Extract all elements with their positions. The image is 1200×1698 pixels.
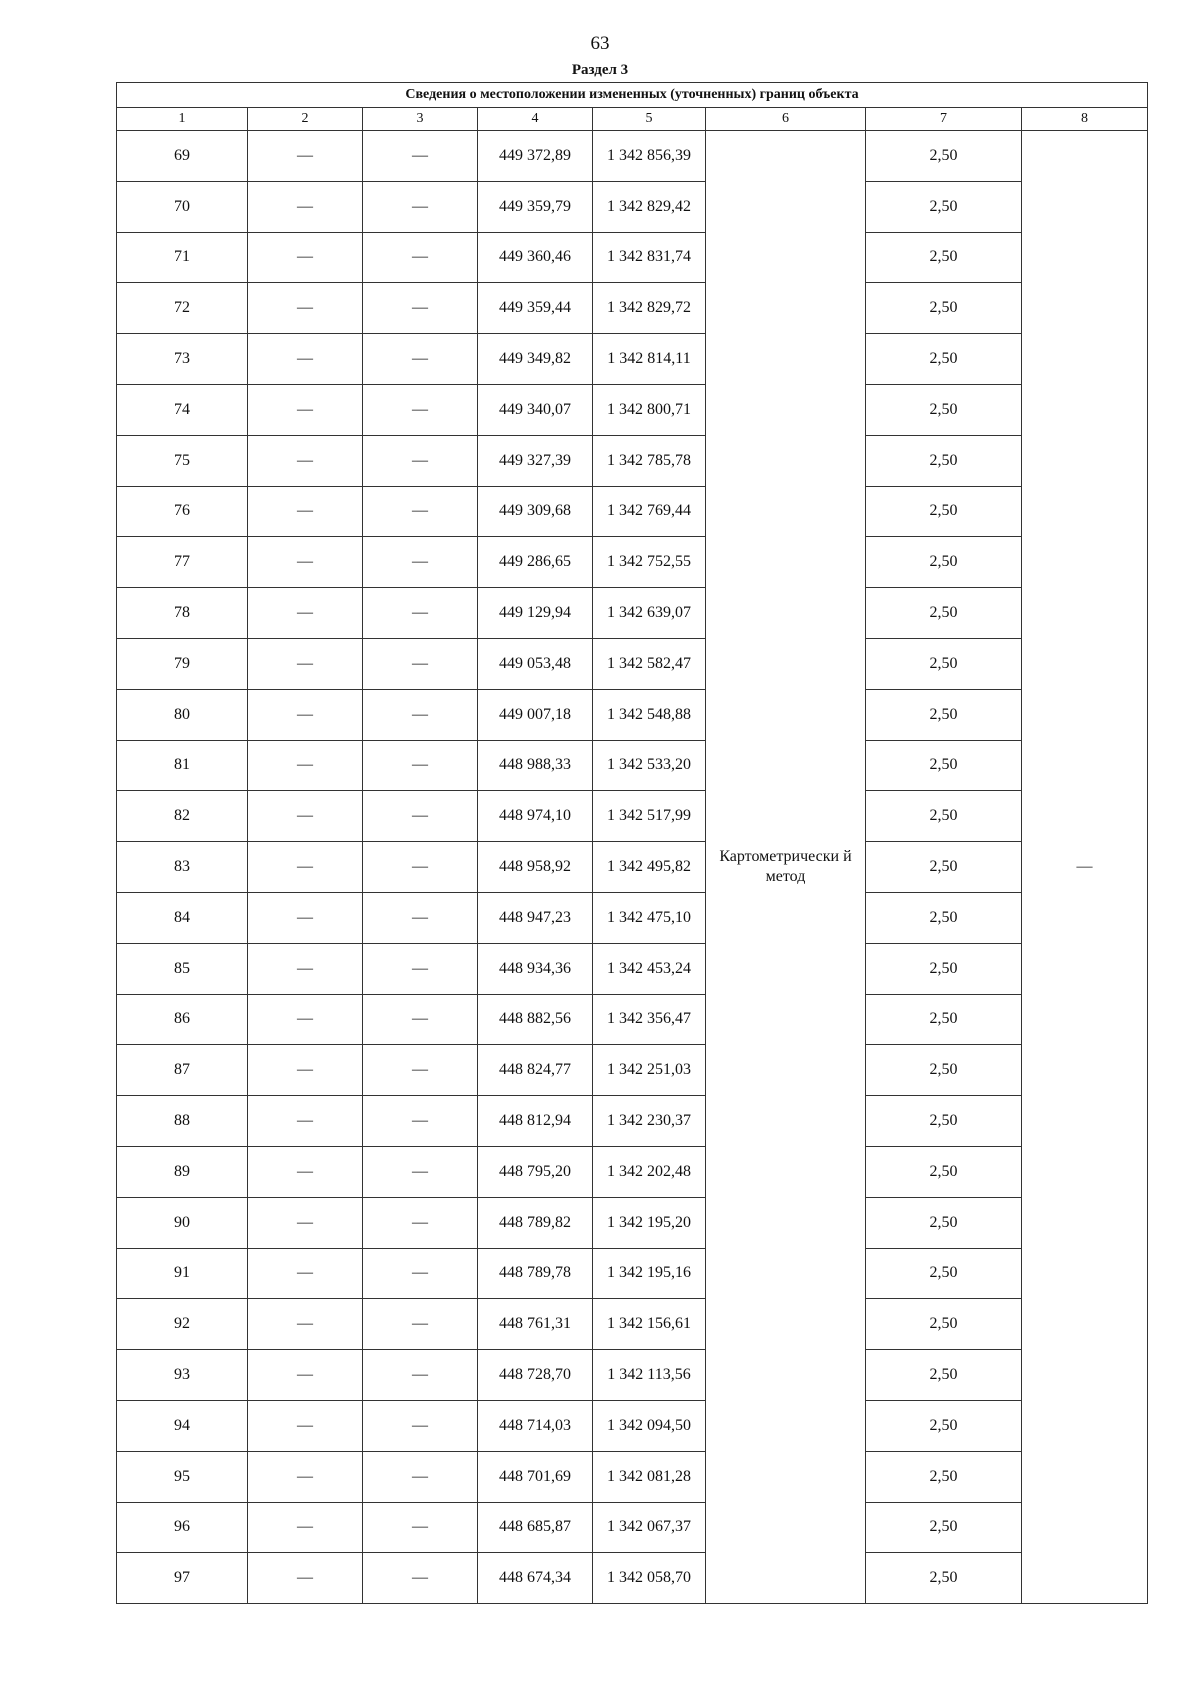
accuracy-cell: 2,50 <box>866 1350 1022 1401</box>
coordinate-y-cell: 1 342 094,50 <box>593 1400 706 1451</box>
dash-cell: — <box>248 588 363 639</box>
dash-cell: — <box>248 435 363 486</box>
table-row <box>117 1197 1148 1248</box>
dash-cell: — <box>363 1248 478 1299</box>
coordinate-x-cell: 448 988,33 <box>478 740 593 791</box>
table-row <box>117 740 1148 791</box>
dash-cell: — <box>248 131 363 182</box>
point-number-cell: 76 <box>117 486 248 537</box>
column-header: 4 <box>478 108 593 131</box>
dash-cell: — <box>248 1451 363 1502</box>
point-number-cell: 87 <box>117 1045 248 1096</box>
accuracy-cell: 2,50 <box>866 537 1022 588</box>
coordinate-y-cell: 1 342 829,72 <box>593 283 706 334</box>
coordinate-x-cell: 448 795,20 <box>478 1146 593 1197</box>
point-number-cell: 94 <box>117 1400 248 1451</box>
dash-cell: — <box>248 638 363 689</box>
coordinate-y-cell: 1 342 517,99 <box>593 791 706 842</box>
dash-cell: — <box>363 791 478 842</box>
coordinate-y-cell: 1 342 081,28 <box>593 1451 706 1502</box>
dash-cell: — <box>363 1045 478 1096</box>
coordinate-x-cell: 449 359,79 <box>478 181 593 232</box>
method-cell: Картометрически й метод <box>706 131 866 1604</box>
coordinate-y-cell: 1 342 058,70 <box>593 1553 706 1604</box>
accuracy-cell: 2,50 <box>866 283 1022 334</box>
dash-cell: — <box>248 1350 363 1401</box>
dash-cell: — <box>363 892 478 943</box>
table-row <box>117 283 1148 334</box>
dash-cell: — <box>363 1451 478 1502</box>
coordinate-y-cell: 1 342 752,55 <box>593 537 706 588</box>
dash-cell: — <box>363 994 478 1045</box>
coordinate-y-cell: 1 342 533,20 <box>593 740 706 791</box>
dash-cell: — <box>363 689 478 740</box>
point-number-cell: 71 <box>117 232 248 283</box>
table-row <box>117 689 1148 740</box>
point-number-cell: 97 <box>117 1553 248 1604</box>
coordinate-x-cell: 449 129,94 <box>478 588 593 639</box>
table-row <box>117 638 1148 689</box>
accuracy-cell: 2,50 <box>866 384 1022 435</box>
dash-cell: — <box>248 689 363 740</box>
coordinate-x-cell: 448 958,92 <box>478 842 593 893</box>
accuracy-cell: 2,50 <box>866 435 1022 486</box>
dash-cell: — <box>363 384 478 435</box>
coordinate-x-cell: 449 286,65 <box>478 537 593 588</box>
accuracy-cell: 2,50 <box>866 1146 1022 1197</box>
dash-cell: — <box>363 283 478 334</box>
coordinate-y-cell: 1 342 829,42 <box>593 181 706 232</box>
dash-cell: — <box>248 994 363 1045</box>
table-row <box>117 1299 1148 1350</box>
dash-cell: — <box>248 486 363 537</box>
dash-cell: — <box>363 1146 478 1197</box>
dash-cell: — <box>248 537 363 588</box>
table-row <box>117 892 1148 943</box>
table-row <box>117 486 1148 537</box>
point-number-cell: 95 <box>117 1451 248 1502</box>
dash-cell: — <box>363 435 478 486</box>
coordinate-x-cell: 448 789,78 <box>478 1248 593 1299</box>
table-row <box>117 1350 1148 1401</box>
point-number-cell: 69 <box>117 131 248 182</box>
coordinate-x-cell: 449 327,39 <box>478 435 593 486</box>
dash-cell: — <box>363 1502 478 1553</box>
column-header: 5 <box>593 108 706 131</box>
accuracy-cell: 2,50 <box>866 588 1022 639</box>
coordinate-x-cell: 448 685,87 <box>478 1502 593 1553</box>
coordinate-y-cell: 1 342 856,39 <box>593 131 706 182</box>
dash-cell: — <box>363 740 478 791</box>
table-row <box>117 1502 1148 1553</box>
dash-cell: — <box>363 1400 478 1451</box>
point-number-cell: 73 <box>117 334 248 385</box>
point-number-cell: 72 <box>117 283 248 334</box>
dash-cell: — <box>363 1553 478 1604</box>
table-row <box>117 334 1148 385</box>
coordinate-y-cell: 1 342 230,37 <box>593 1096 706 1147</box>
point-number-cell: 89 <box>117 1146 248 1197</box>
coordinate-y-cell: 1 342 800,71 <box>593 384 706 435</box>
dash-cell: — <box>363 131 478 182</box>
point-number-cell: 83 <box>117 842 248 893</box>
table-row <box>117 588 1148 639</box>
column-header: 7 <box>866 108 1022 131</box>
accuracy-cell: 2,50 <box>866 892 1022 943</box>
dash-cell: — <box>248 1197 363 1248</box>
accuracy-cell: 2,50 <box>866 1553 1022 1604</box>
coordinate-y-cell: 1 342 113,56 <box>593 1350 706 1401</box>
coordinate-x-cell: 449 372,89 <box>478 131 593 182</box>
coordinate-y-cell: 1 342 195,16 <box>593 1248 706 1299</box>
coordinate-y-cell: 1 342 251,03 <box>593 1045 706 1096</box>
dash-cell: — <box>248 283 363 334</box>
section-title: Раздел 3 <box>571 62 629 78</box>
coordinate-y-cell: 1 342 202,48 <box>593 1146 706 1197</box>
accuracy-cell: 2,50 <box>866 1045 1022 1096</box>
point-number-cell: 86 <box>117 994 248 1045</box>
table-row <box>117 1451 1148 1502</box>
dash-cell: — <box>248 334 363 385</box>
table-row <box>117 1146 1148 1197</box>
table-row <box>117 537 1148 588</box>
point-number-cell: 77 <box>117 537 248 588</box>
coordinate-x-cell: 448 824,77 <box>478 1045 593 1096</box>
coordinate-y-cell: 1 342 067,37 <box>593 1502 706 1553</box>
coordinate-y-cell: 1 342 156,61 <box>593 1299 706 1350</box>
dash-cell: — <box>248 1248 363 1299</box>
accuracy-cell: 2,50 <box>866 1096 1022 1147</box>
coordinate-y-cell: 1 342 831,74 <box>593 232 706 283</box>
point-number-cell: 90 <box>117 1197 248 1248</box>
accuracy-cell: 2,50 <box>866 1400 1022 1451</box>
dash-cell: — <box>363 1197 478 1248</box>
coordinate-y-cell: 1 342 356,47 <box>593 994 706 1045</box>
accuracy-cell: 2,50 <box>866 232 1022 283</box>
table-row <box>117 1248 1148 1299</box>
coordinate-x-cell: 448 882,56 <box>478 994 593 1045</box>
coordinate-y-cell: 1 342 769,44 <box>593 486 706 537</box>
table-row <box>117 384 1148 435</box>
table-row <box>117 943 1148 994</box>
table-row <box>117 232 1148 283</box>
point-number-cell: 70 <box>117 181 248 232</box>
table-row <box>117 1400 1148 1451</box>
point-number-cell: 85 <box>117 943 248 994</box>
point-number-cell: 96 <box>117 1502 248 1553</box>
table-row <box>117 181 1148 232</box>
accuracy-cell: 2,50 <box>866 1299 1022 1350</box>
table-row <box>117 435 1148 486</box>
coordinate-y-cell: 1 342 195,20 <box>593 1197 706 1248</box>
column-header: 6 <box>706 108 866 131</box>
coordinate-x-cell: 448 761,31 <box>478 1299 593 1350</box>
point-number-cell: 78 <box>117 588 248 639</box>
table-row <box>117 842 1148 893</box>
coordinate-y-cell: 1 342 453,24 <box>593 943 706 994</box>
point-number-cell: 74 <box>117 384 248 435</box>
coordinate-x-cell: 449 360,46 <box>478 232 593 283</box>
point-number-cell: 79 <box>117 638 248 689</box>
point-number-cell: 82 <box>117 791 248 842</box>
accuracy-cell: 2,50 <box>866 638 1022 689</box>
coordinate-x-cell: 448 947,23 <box>478 892 593 943</box>
dash-cell: — <box>248 842 363 893</box>
coordinate-x-cell: 448 674,34 <box>478 1553 593 1604</box>
dash-cell: — <box>248 1045 363 1096</box>
dash-cell: — <box>248 1553 363 1604</box>
dash-cell: — <box>363 588 478 639</box>
dash-cell: — <box>248 232 363 283</box>
table-row <box>117 131 1148 182</box>
dash-cell: — <box>363 334 478 385</box>
table-body <box>117 131 1148 1604</box>
point-number-cell: 80 <box>117 689 248 740</box>
coordinate-x-cell: 449 340,07 <box>478 384 593 435</box>
coordinate-y-cell: 1 342 495,82 <box>593 842 706 893</box>
coordinate-x-cell: 448 728,70 <box>478 1350 593 1401</box>
accuracy-cell: 2,50 <box>866 1502 1022 1553</box>
dash-cell: — <box>363 842 478 893</box>
dash-cell: — <box>248 892 363 943</box>
column-header: 1 <box>117 108 248 131</box>
table-row <box>117 1096 1148 1147</box>
dash-cell: — <box>248 1299 363 1350</box>
coordinate-x-cell: 449 309,68 <box>478 486 593 537</box>
table-row <box>117 1045 1148 1096</box>
column-header: 8 <box>1022 108 1148 131</box>
coordinate-x-cell: 449 007,18 <box>478 689 593 740</box>
table-row <box>117 1553 1148 1604</box>
accuracy-cell: 2,50 <box>866 842 1022 893</box>
dash-cell: — <box>363 537 478 588</box>
point-number-cell: 91 <box>117 1248 248 1299</box>
coordinate-y-cell: 1 342 814,11 <box>593 334 706 385</box>
dash-cell: — <box>363 1299 478 1350</box>
coordinate-x-cell: 449 349,82 <box>478 334 593 385</box>
column-header: 2 <box>248 108 363 131</box>
point-number-cell: 88 <box>117 1096 248 1147</box>
coordinate-y-cell: 1 342 582,47 <box>593 638 706 689</box>
dash-cell: — <box>248 791 363 842</box>
dash-cell: — <box>248 181 363 232</box>
coordinate-x-cell: 449 359,44 <box>478 283 593 334</box>
accuracy-cell: 2,50 <box>866 689 1022 740</box>
dash-cell: — <box>248 1400 363 1451</box>
column-header-row <box>117 108 1148 131</box>
dash-cell: — <box>363 638 478 689</box>
accuracy-cell: 2,50 <box>866 1197 1022 1248</box>
dash-cell: — <box>248 1502 363 1553</box>
accuracy-cell: 2,50 <box>866 791 1022 842</box>
table-caption: Сведения о местоположении измененных (уточненных) границ объекта <box>117 83 1148 108</box>
column-8-cell: — <box>1022 131 1148 1604</box>
coordinate-y-cell: 1 342 639,07 <box>593 588 706 639</box>
dash-cell: — <box>248 943 363 994</box>
point-number-cell: 92 <box>117 1299 248 1350</box>
dash-cell: — <box>363 943 478 994</box>
page-number: 63 <box>590 33 610 54</box>
dash-cell: — <box>363 1350 478 1401</box>
accuracy-cell: 2,50 <box>866 740 1022 791</box>
dash-cell: — <box>248 384 363 435</box>
dash-cell: — <box>363 232 478 283</box>
dash-cell: — <box>363 181 478 232</box>
coordinate-x-cell: 449 053,48 <box>478 638 593 689</box>
table-row <box>117 791 1148 842</box>
point-number-cell: 93 <box>117 1350 248 1401</box>
accuracy-cell: 2,50 <box>866 131 1022 182</box>
point-number-cell: 75 <box>117 435 248 486</box>
accuracy-cell: 2,50 <box>866 1451 1022 1502</box>
accuracy-cell: 2,50 <box>866 181 1022 232</box>
dash-cell: — <box>248 1096 363 1147</box>
dash-cell: — <box>363 486 478 537</box>
coordinate-y-cell: 1 342 475,10 <box>593 892 706 943</box>
table-row <box>117 994 1148 1045</box>
accuracy-cell: 2,50 <box>866 994 1022 1045</box>
coordinate-x-cell: 448 701,69 <box>478 1451 593 1502</box>
column-header: 3 <box>363 108 478 131</box>
point-number-cell: 84 <box>117 892 248 943</box>
coordinate-y-cell: 1 342 785,78 <box>593 435 706 486</box>
boundary-table <box>116 82 1148 1604</box>
dash-cell: — <box>248 1146 363 1197</box>
coordinate-x-cell: 448 934,36 <box>478 943 593 994</box>
dash-cell: — <box>248 740 363 791</box>
coordinate-x-cell: 448 974,10 <box>478 791 593 842</box>
dash-cell: — <box>363 1096 478 1147</box>
accuracy-cell: 2,50 <box>866 1248 1022 1299</box>
coordinate-x-cell: 448 812,94 <box>478 1096 593 1147</box>
accuracy-cell: 2,50 <box>866 943 1022 994</box>
accuracy-cell: 2,50 <box>866 486 1022 537</box>
coordinate-x-cell: 448 714,03 <box>478 1400 593 1451</box>
coordinate-y-cell: 1 342 548,88 <box>593 689 706 740</box>
point-number-cell: 81 <box>117 740 248 791</box>
accuracy-cell: 2,50 <box>866 334 1022 385</box>
coordinate-x-cell: 448 789,82 <box>478 1197 593 1248</box>
